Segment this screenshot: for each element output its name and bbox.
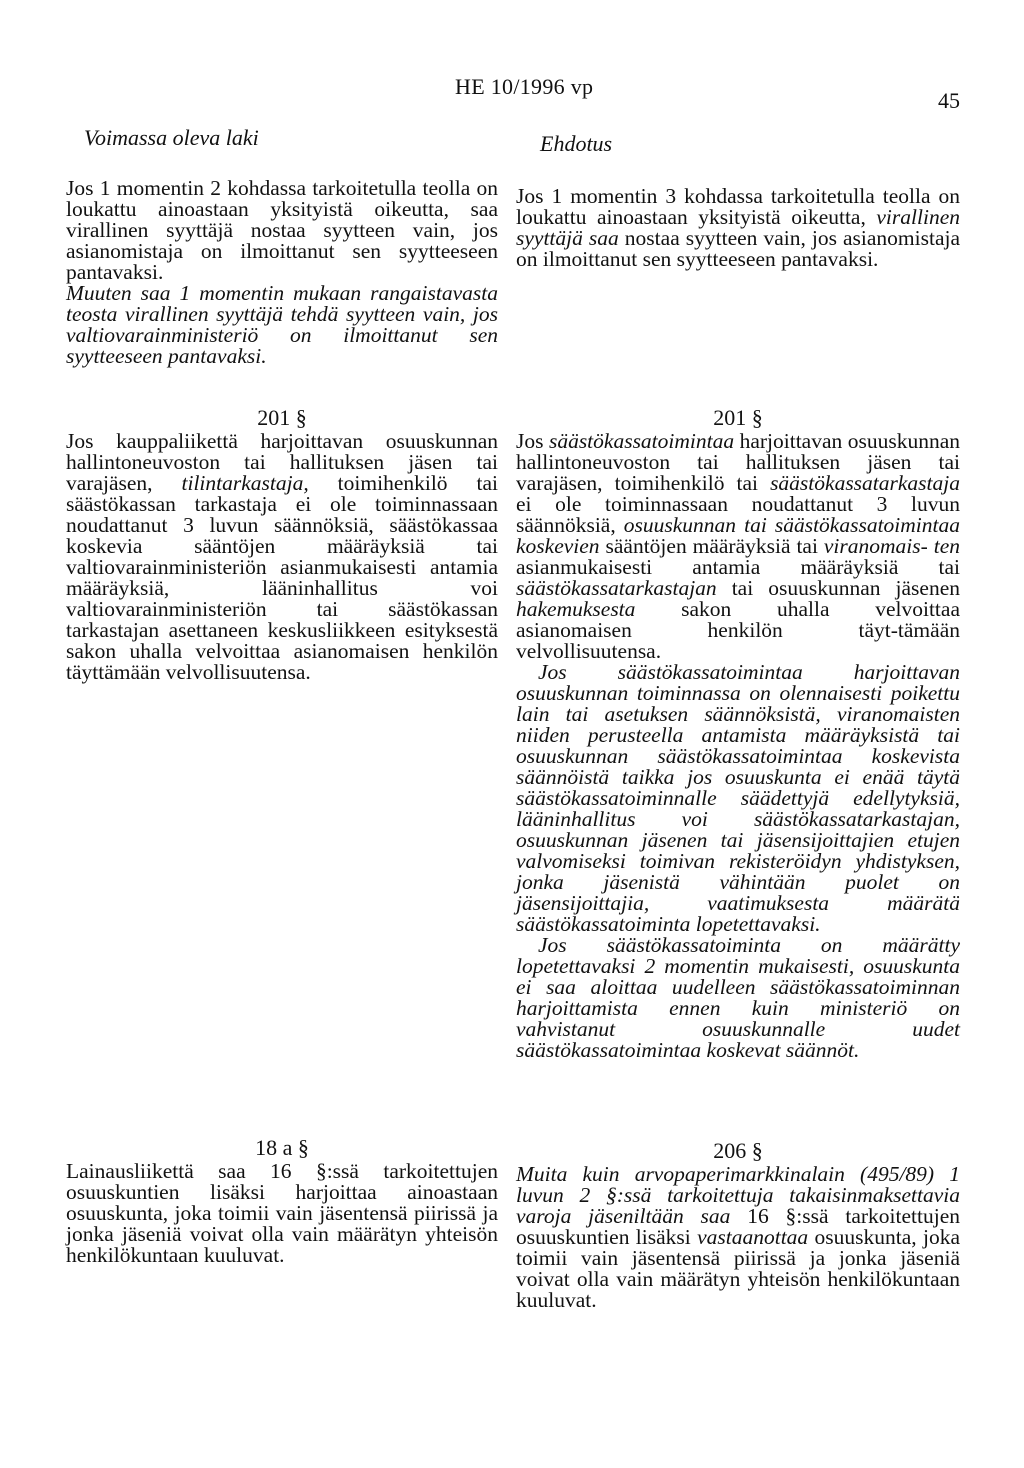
document-id: HE 10/1996 vp	[455, 74, 594, 99]
left-section-201	[66, 405, 498, 683]
right-section-201-text: Jos säästökassatoimintaa harjoittavan osuuskunnan hallintoneuvoston tai hallituksen jäsen tai varajäsen, toimihenkilö tai säästökassatarkastaja ei ole toiminnassaan noudattanut 3 luvun säännöksiä, osuuskunnan tai säästökassatoimintaa koskevien sääntöjen määräyksiä tai viranomais- ten asianmukaisesti antamia määräyksiä tai säästökassatarkastajan tai osuuskunnan jäsenen hakemuksesta sakon uhalla velvoittaa asianomaisen henkilön täyt-tämään velvollisuutensa.	[516, 429, 961, 663]
right-section-201	[516, 405, 960, 1061]
right-column	[516, 186, 960, 270]
right-paragraph-3: Jos säästökassatoiminta on määrätty lopetettavaksi 2 momentin mukaisesti, osuuskunta ei saa aloittaa uudelleen säästökassatoiminnan harjoittamista ennen kuin ministeriö on vahvistanut osuuskunnalle uudet säästökassatoimintaa koskevat säännöt.	[516, 933, 960, 1062]
left-section-18a	[66, 1135, 498, 1266]
right-column-title: Ehdotus	[540, 131, 613, 156]
left-paragraph-1: Jos 1 momentin 2 kohdassa tarkoitetulla teolla on loukattu ainoastaan yksityistä oikeutta, saa virallinen syyttäjä nostaa syytteen vain, jos asianomistaja on ilmoittanut sen syytteeseen pantavaksi.	[66, 176, 498, 284]
page-number: 45	[938, 88, 960, 113]
left-section-18a-text: Lainausliikettä saa 16 §:ssä tarkoitettujen osuuskuntien lisäksi harjoittaa ainoastaan osuuskunta, joka toimii vain jäsentensä piirissä ja jonka jäseniä voivat olla vain määrätyn yhteisön henkilökuntaan kuuluvat.	[66, 1159, 498, 1267]
left-section-18a-heading: 18 a §	[255, 1135, 309, 1160]
left-section-201-text: Jos kauppaliikettä harjoittavan osuuskunnan hallintoneuvoston tai hallituksen jäsen tai varajäsen, tilintarkastaja, toimihenkilö tai säästökassan tarkastaja ei ole toiminnassaan noudattanut 3 luvun säännöksiä, säästökassaa koskevia sääntöjen määräyksiä tai valtiovarainministeriön asianmukaisesti antamia määräyksiä, lääninhallitus voi valtiovarainministeriön tai säästökassan tarkastajan asettaneen keskusliikkeen esityksestä sakon uhalla velvoittaa asianomaisen henkilön täyttämään velvollisuutensa.	[66, 429, 498, 684]
right-section-201-heading: 201 §	[713, 405, 763, 430]
right-paragraph-2: Jos säästökassatoimintaa harjoittavan osuuskunnan toiminnassa on olennaisesti poikettu lain tai asetuksen säännöksistä, viranomaisten niiden perusteella antamista määräyksistä tai osuuskunnan säästökassatoimintaa koskevista säännöistä taikka jos osuuskunta ei enää täytä säästökassatoiminnalle säädettyjä edellytyksiä, lääninhallitus voi säästökassatarkastajan, osuuskunnan jäsenen tai jäsensijoittajien etujen valvomiseksi toimivan rekisteröidyn yhdistyksen, jonka jäsenistä vähintään puolet on jäsensijoittajia, vaatimuksesta määrätä säästökassatoiminta lopetettavaksi.	[516, 660, 960, 936]
left-column	[66, 178, 498, 367]
right-section-206-text: Muita kuin arvopaperimarkkinalain (495/89) 1 luvun 2 §:ssä tarkoitettuja takaisinmaksettavia varoja jäseniltään saa 16 §:ssä tarkoitettujen osuuskuntien lisäksi vastaanottaa osuuskunta, joka toimii vain jäsentensä piirissä ja jonka jäseniä voivat olla vain määrätyn yhteisön henkilökuntaan kuuluvat.	[516, 1162, 960, 1312]
page-header	[0, 74, 1024, 114]
right-paragraph-1: Jos 1 momentin 3 kohdassa tarkoitetulla teolla on loukattu ainoastaan yksityistä oikeutta, virallinen syyttäjä saa nostaa syytteen vain, jos asianomistaja on ilmoittanut sen syytteeseen pantavaksi.	[516, 184, 961, 271]
right-section-206	[516, 1138, 960, 1311]
left-column-title: Voimassa oleva laki	[84, 125, 259, 150]
right-section-206-heading: 206 §	[713, 1138, 763, 1163]
left-paragraph-2: Muuten saa 1 momentin mukaan rangaistavasta teosta virallinen syyttäjä tehdä syytteen vain, jos valtiovarainministeriö on ilmoittanut sen syytteeseen pantavaksi.	[66, 281, 498, 368]
left-section-201-heading: 201 §	[257, 405, 307, 430]
